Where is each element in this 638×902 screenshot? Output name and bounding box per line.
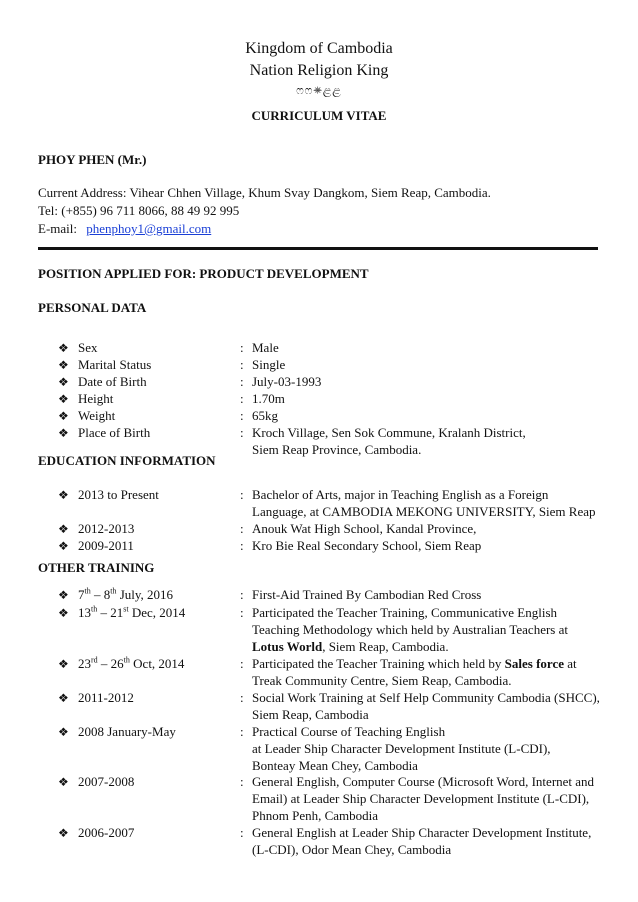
diamond-bullet-icon: ❖ — [58, 358, 69, 372]
diamond-bullet-icon: ❖ — [58, 657, 69, 671]
colon-separator: : — [240, 487, 244, 502]
personal-value-continued: Siem Reap Province, Cambodia. — [252, 442, 422, 457]
current-address: Current Address: Vihear Chhen Village, Khum Svay Dangkom, Siem Reap, Cambodia. — [38, 185, 491, 200]
training-detail-continued: (L-CDI), Odor Mean Chey, Cambodia — [252, 842, 452, 857]
education-heading: EDUCATION INFORMATION — [38, 453, 216, 468]
training-period: 2008 January-May — [78, 724, 176, 739]
diamond-bullet-icon: ❖ — [58, 691, 69, 705]
education-period: 2013 to Present — [78, 487, 159, 502]
training-detail: First-Aid Trained By Cambodian Red Cross — [252, 587, 482, 602]
training-detail-continued: Teaching Methodology which held by Australian Teachers at — [252, 622, 568, 637]
colon-separator: : — [240, 587, 244, 602]
training-detail-continued: Siem Reap, Cambodia — [252, 707, 369, 722]
email-label: E-mail: — [38, 221, 77, 236]
personal-label: Height — [78, 391, 114, 406]
email-line — [38, 221, 211, 237]
applicant-name: PHOY PHEN (Mr.) — [38, 152, 147, 167]
personal-label: Place of Birth — [78, 425, 151, 440]
personal-value: Single — [252, 357, 286, 372]
training-detail: Social Work Training at Self Help Community Cambodia (SHCC), — [252, 690, 600, 705]
personal-label: Marital Status — [78, 357, 152, 372]
education-detail: Kro Bie Real Secondary School, Siem Reap — [252, 538, 482, 553]
colon-separator: : — [240, 690, 244, 705]
personal-value: July-03-1993 — [252, 374, 322, 389]
diamond-bullet-icon: ❖ — [58, 826, 69, 840]
colon-separator: : — [240, 724, 244, 739]
training-detail-continued: Lotus World, Siem Reap, Cambodia. — [252, 639, 449, 654]
country-title: Kingdom of Cambodia — [245, 40, 393, 57]
document-title: CURRICULUM VITAE — [251, 108, 387, 123]
training-detail-continued: Email) at Leader Ship Character Development Institute (L-CDI), — [252, 791, 590, 806]
colon-separator: : — [240, 340, 244, 355]
training-period: 23rd – 26th Oct, 2014 — [78, 655, 185, 671]
training-period: 7th – 8th July, 2016 — [78, 586, 174, 602]
diamond-bullet-icon: ❖ — [58, 588, 69, 602]
personal-label: Date of Birth — [78, 374, 147, 389]
colon-separator: : — [240, 656, 244, 671]
personal-data-heading: PERSONAL DATA — [38, 300, 147, 315]
personal-value: 1.70m — [252, 391, 285, 406]
training-detail: Practical Course of Teaching English — [252, 724, 446, 739]
diamond-bullet-icon: ❖ — [58, 522, 69, 536]
colon-separator: : — [240, 408, 244, 423]
diamond-bullet-icon: ❖ — [58, 539, 69, 553]
education-detail-continued: Language, at CAMBODIA MEKONG UNIVERSITY, Siem Reap — [252, 504, 596, 519]
diamond-bullet-icon: ❖ — [58, 341, 69, 355]
education-detail: Anouk Wat High School, Kandal Province, — [252, 521, 477, 536]
training-detail-continued: Phnom Penh, Cambodia — [252, 808, 379, 823]
colon-separator: : — [240, 391, 244, 406]
colon-separator: : — [240, 825, 244, 840]
position-applied: POSITION APPLIED FOR: PRODUCT DEVELOPMENT — [38, 266, 369, 281]
education-detail: Bachelor of Arts, major in Teaching English as a Foreign — [252, 487, 549, 502]
training-detail: General English, Computer Course (Microsoft Word, Internet and — [252, 774, 595, 789]
diamond-bullet-icon: ❖ — [58, 409, 69, 423]
section-divider — [38, 247, 598, 250]
training-period: 2011-2012 — [78, 690, 134, 705]
diamond-bullet-icon: ❖ — [58, 375, 69, 389]
email-link[interactable]: phenphoy1@gmail.com — [86, 221, 212, 236]
colon-separator: : — [240, 425, 244, 440]
training-period: 2007-2008 — [78, 774, 135, 789]
training-detail: Participated the Teacher Training, Communicative English — [252, 605, 558, 620]
personal-value: Male — [252, 340, 279, 355]
training-period: 13th – 21st Dec, 2014 — [78, 604, 186, 620]
ornament-divider: ෆෆ✵ළළ — [296, 85, 342, 97]
colon-separator: : — [240, 605, 244, 620]
training-detail: General English at Leader Ship Character Development Institute, — [252, 825, 592, 840]
diamond-bullet-icon: ❖ — [58, 775, 69, 789]
personal-value: 65kg — [252, 408, 278, 423]
diamond-bullet-icon: ❖ — [58, 606, 69, 620]
personal-value: Kroch Village, Sen Sok Commune, Kralanh District, — [252, 425, 526, 440]
education-period: 2012-2013 — [78, 521, 135, 536]
motto: Nation Religion King — [249, 62, 389, 79]
colon-separator: : — [240, 538, 244, 553]
colon-separator: : — [240, 357, 244, 372]
colon-separator: : — [240, 374, 244, 389]
diamond-bullet-icon: ❖ — [58, 488, 69, 502]
colon-separator: : — [240, 521, 244, 536]
diamond-bullet-icon: ❖ — [58, 725, 69, 739]
training-heading: OTHER TRAINING — [38, 560, 155, 575]
training-detail-continued: Treak Community Centre, Siem Reap, Cambodia. — [252, 673, 512, 688]
personal-label: Sex — [78, 340, 98, 355]
training-period: 2006-2007 — [78, 825, 135, 840]
diamond-bullet-icon: ❖ — [58, 392, 69, 406]
training-detail-continued: at Leader Ship Character Development Institute (L-CDI), — [252, 741, 551, 756]
personal-label: Weight — [78, 408, 116, 423]
colon-separator: : — [240, 774, 244, 789]
education-period: 2009-2011 — [78, 538, 134, 553]
diamond-bullet-icon: ❖ — [58, 426, 69, 440]
training-detail: Participated the Teacher Training which held by Sales force at — [252, 656, 577, 671]
telephone: Tel: (+855) 96 711 8066, 88 49 92 995 — [38, 203, 240, 218]
training-detail-continued: Bonteay Mean Chey, Cambodia — [252, 758, 418, 773]
